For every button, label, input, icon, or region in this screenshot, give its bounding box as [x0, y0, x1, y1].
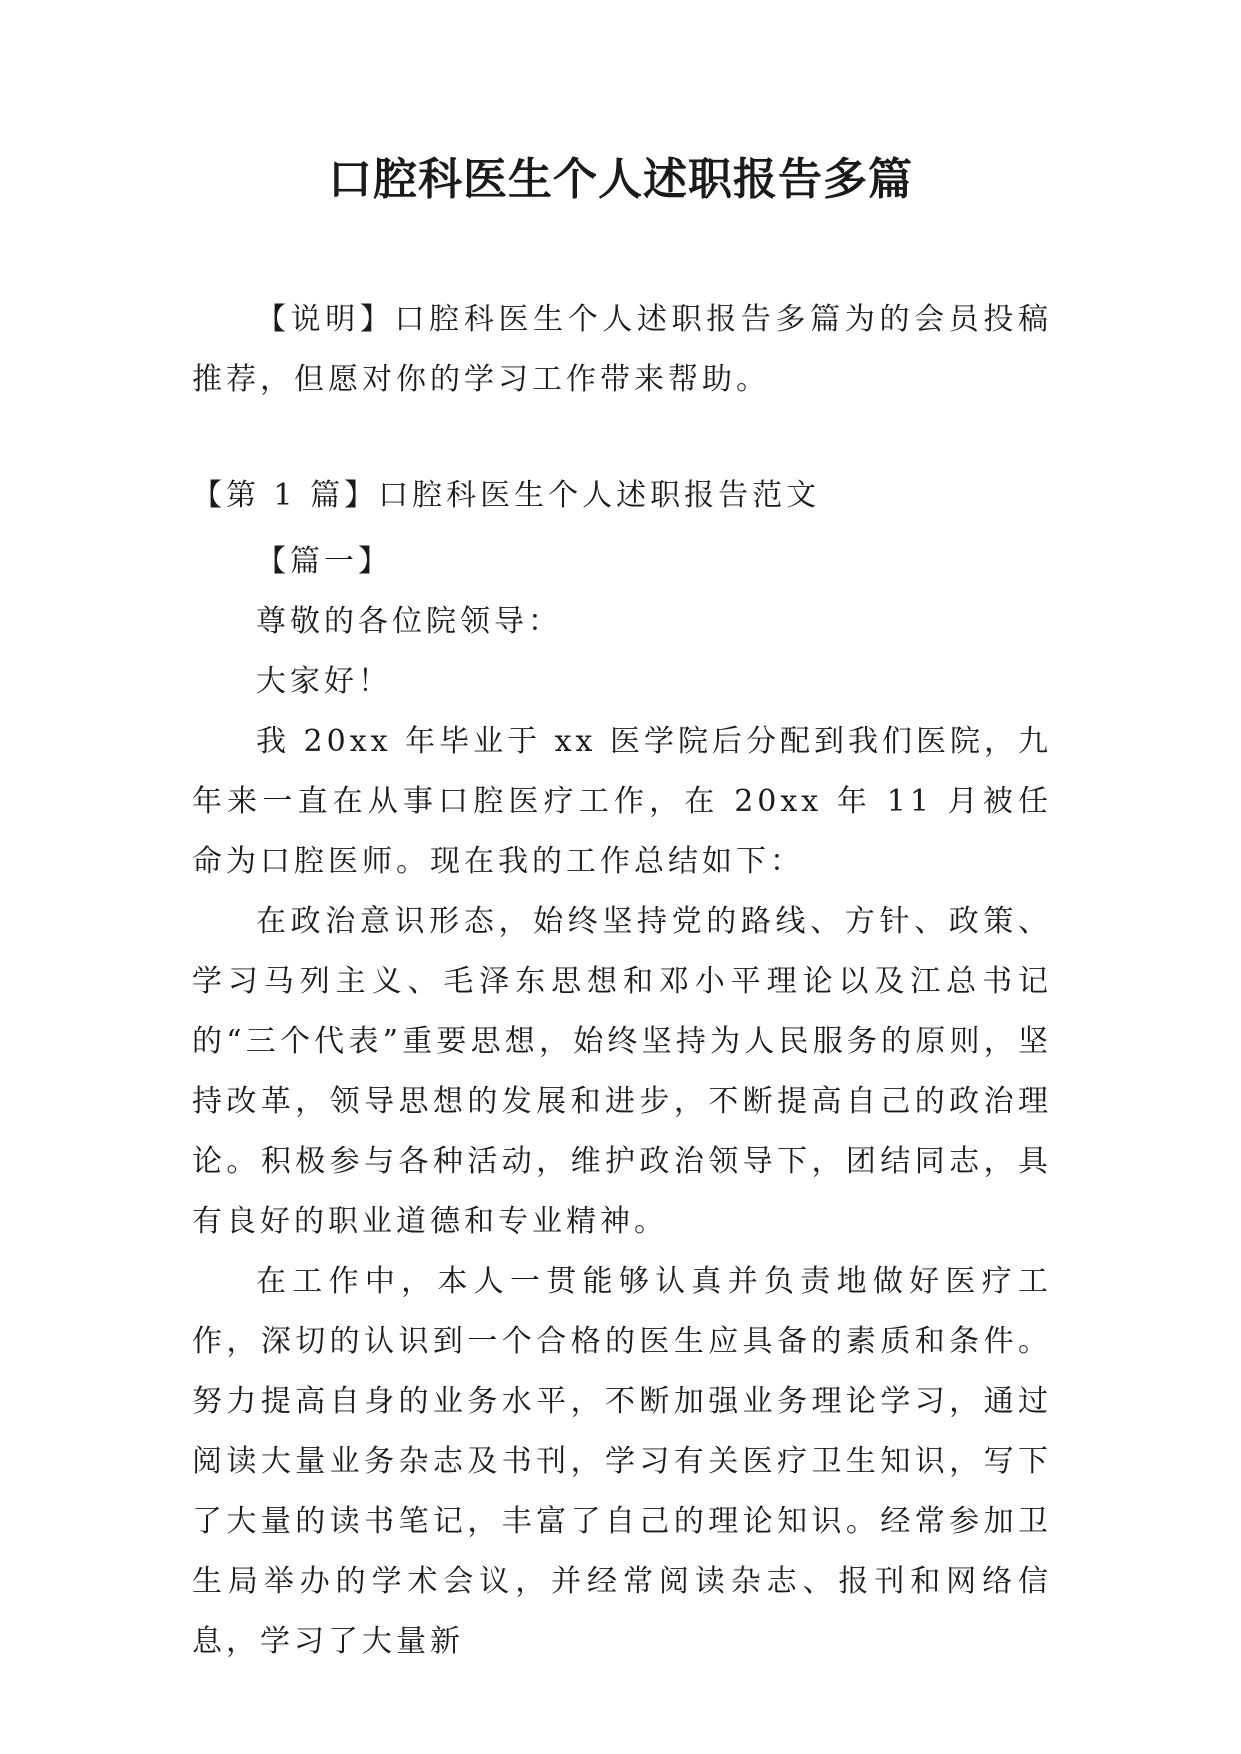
subheading: 【篇一】	[256, 544, 392, 579]
intro-paragraph: 【说明】口腔科医生个人述职报告多篇为的会员投稿推荐，但愿对你的学习工作带来帮助。	[192, 302, 1052, 397]
greeting: 大家好！	[256, 664, 392, 699]
salutation: 尊敬的各位院领导：	[256, 604, 562, 639]
body-paragraph: 在政治意识形态，始终坚持党的路线、方针、政策、学习马列主义、毛泽东思想和邓小平理论以及江总书记的“三个代表”重要思想，始终坚持为人民服务的原则，坚持改革，领导思想的发展和进步，不断提高自己的政治理论。积极参与各种活动，维护政治领导下，团结同志，具有良好的职业道德和专业精神。	[192, 904, 1052, 1239]
body-paragraph: 在工作中，本人一贯能够认真并负责地做好医疗工作，深切的认识到一个合格的医生应具备的素质和条件。努力提高自身的业务水平，不断加强业务理论学习，通过阅读大量业务杂志及书刊，学习有关医疗卫生知识，写下了大量的读书笔记，丰富了自己的理论知识。经常参加卫生局举办的学术会议，并经常阅读杂志、报刊和网络信息，学习了大量新	[192, 1264, 1052, 1659]
document-body	[192, 290, 1052, 1672]
body-paragraph: 我 20xx 年毕业于 xx 医学院后分配到我们医院，九年来一直在从事口腔医疗工作，在 20xx 年 11 月被任命为口腔医师。现在我的工作总结如下：	[192, 724, 1052, 879]
document-title: 口腔科医生个人述职报告多篇	[328, 154, 913, 205]
section-heading: 【第 1 篇】口腔科医生个人述职报告范文	[192, 478, 821, 513]
